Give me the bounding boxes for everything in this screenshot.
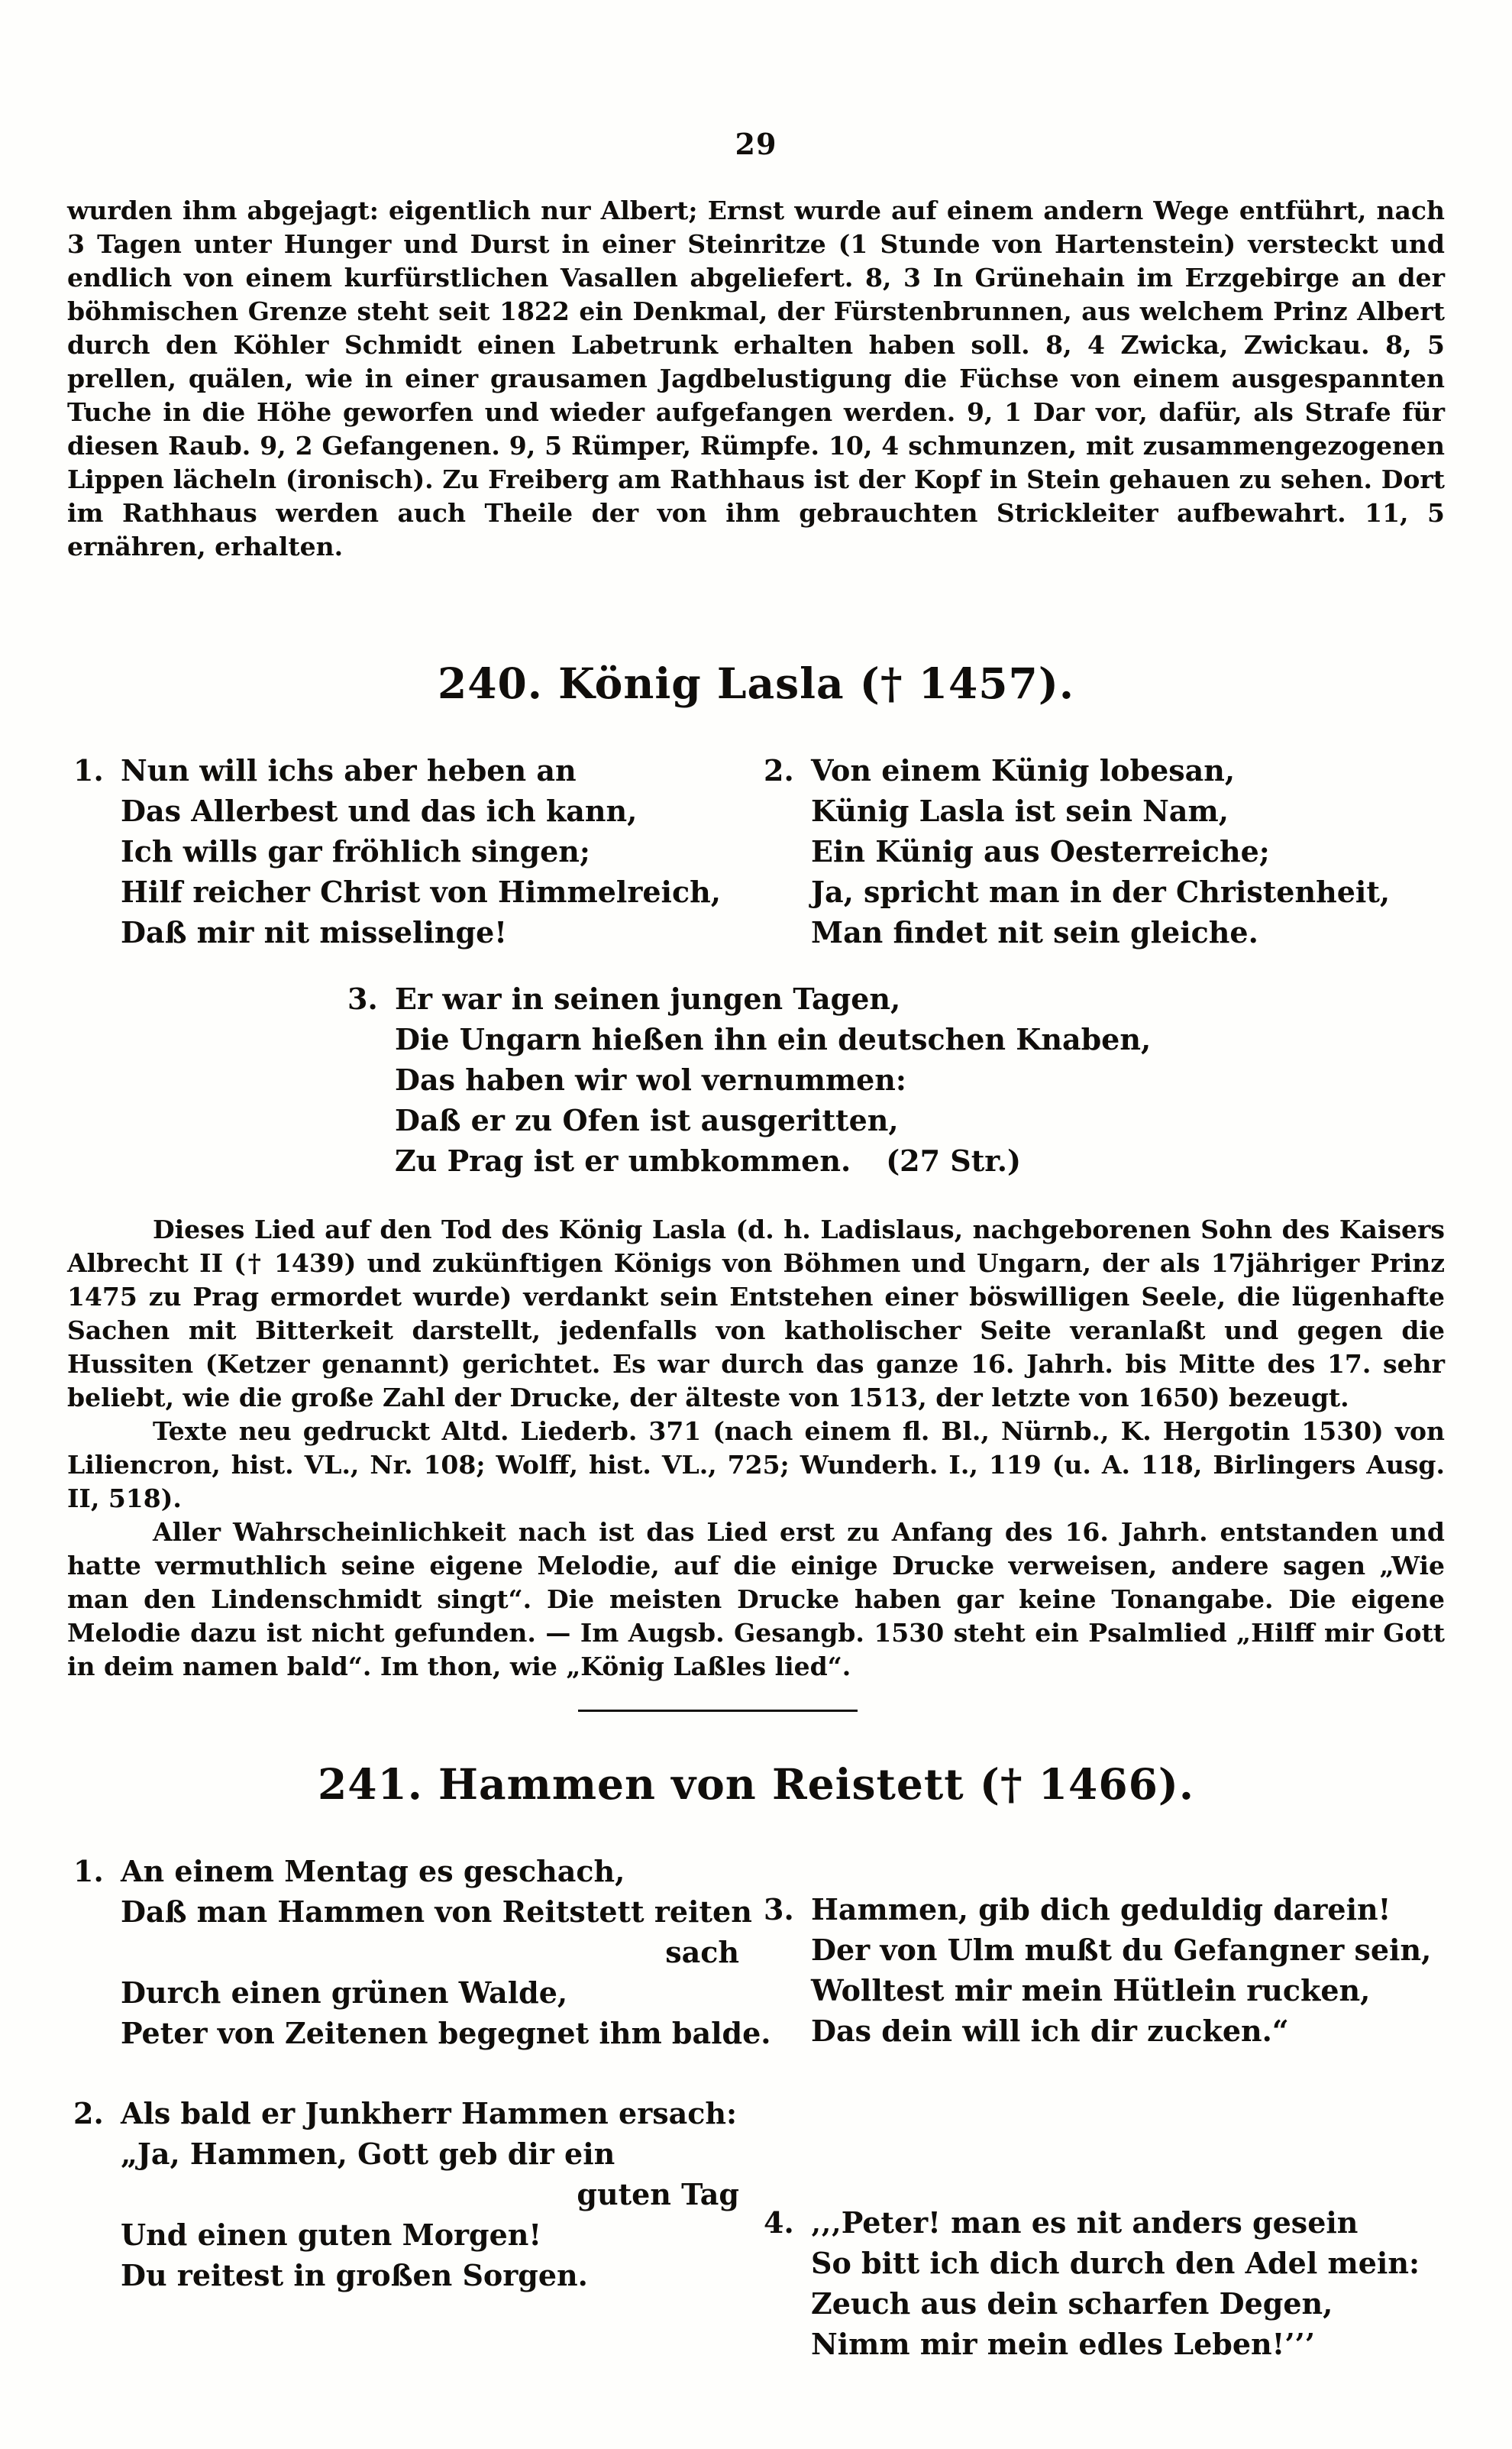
verse-line: „Ja, Hammen, Gott geb dir ein: [121, 2137, 615, 2171]
song-241-right-column: [759, 1851, 1445, 2364]
song-240-heading: 240. König Lasla († 1457).: [437, 658, 1074, 708]
strophe-count: (27 Str.): [886, 1144, 1022, 1178]
verse-number: 3.: [764, 1892, 794, 1927]
verse-line: Das Allerbest und das ich kann,: [121, 794, 638, 828]
verse-number: 1.: [73, 753, 104, 788]
verse-line: Künig Lasla ist sein Nam,: [811, 794, 1229, 828]
song-241-verse-2: [73, 2093, 759, 2295]
song-241-verse-3: [764, 1889, 1445, 2051]
verse-line: Durch einen grünen Walde,: [121, 1975, 568, 2010]
verse-line: Du reitest in großen Sorgen.: [121, 2258, 588, 2292]
song-240-verse-1: [73, 750, 759, 953]
previous-song-footnotes: wurden ihm abgejagt: eigentlich nur Albert; Ernst wurde auf einem andern Wege entführt, nach 3 Tagen unter Hunger und Durst in einer Steinritze (1 Stunde von Hartenstein) versteckt und endlich von einem kurfürstlichen Vasallen abgeliefert. 8, 3 In Grünehain im Erzgebirge an der böhmischen Grenze steht seit 1822 ein Denkmal, der Fürstenbrunnen, aus welchem Prinz Albert durch den Köhler Schmidt einen Labetrunk erhalten haben soll. 8, 4 Zwicka, Zwickau. 8, 5 prellen, quälen, wie in einer grausamen Jagdbelustigung die Füchse von einem ausgespannten Tuche in die Höhe geworfen und wieder aufgefangen werden. 9, 1 Dar vor, dafür, als Strafe für diesen Raub. 9, 2 Gefangenen. 9, 5 Rümper, Rümpfe. 10, 4 schmunzen, mit zusammengezogenen Lippen lächeln (ironisch). Zu Freiberg am Rathhaus ist der Kopf in Stein gehauen zu sehen. Dort im Rathhaus werden auch Theile der von ihm gebrauchten Strickleiter aufbewahrt. 11, 5 ernähren, erhalten.: [67, 196, 1445, 561]
verse-line: Daß er zu Ofen ist ausgeritten,: [395, 1103, 899, 1137]
song-240-commentary-2: Texte neu gedruckt Altd. Liederb. 371 (nach einem fl. Bl., Nürnb., K. Hergotin 1530) von Liliencron, hist. VL., Nr. 108; Wolff, hist. VL., 725; Wunderh. I., 119 (u. A. 118, Birlingers Ausg. II, 518).: [67, 1416, 1445, 1513]
verse-line: Hilf reicher Christ von Himmelreich,: [121, 875, 721, 909]
verse-line: Und einen guten Morgen!: [121, 2218, 542, 2252]
verse-line: Nimm mir mein edles Leben!’’’: [811, 2327, 1316, 2361]
verse-line: Hammen, gib dich geduldig darein!: [811, 1892, 1391, 1927]
verse-line: Daß man Hammen von Reitstett reiten: [121, 1894, 752, 1929]
song-241-verse-4: [764, 2202, 1445, 2364]
song-240-left-column: [73, 750, 759, 953]
verse-number: 4.: [764, 2205, 794, 2240]
verse-line: Er war in seinen jungen Tagen,: [395, 982, 901, 1016]
verse-number: 2.: [73, 2096, 104, 2130]
song-241-heading: 241. Hammen von Reistett († 1466).: [317, 1759, 1195, 1809]
song-240-verse-row: [73, 750, 1445, 953]
verse-line: Zeuch aus dein scharfen Degen,: [811, 2286, 1333, 2321]
verse-line: Der von Ulm mußt du Gefangner sein,: [811, 1933, 1432, 1967]
verse-line: Als bald er Junkherr Hammen ersach:: [121, 2096, 738, 2130]
verse-number: 3.: [347, 982, 378, 1016]
verse-line: Ja, spricht man in der Christenheit,: [811, 875, 1391, 909]
song-240-verse-2: [764, 750, 1445, 953]
verse-number: 1.: [73, 1854, 104, 1888]
verse-line: Wolltest mir mein Hütlein rucken,: [811, 1973, 1371, 2007]
song-241-verse-1: [73, 1851, 771, 2053]
verse-line: Ein Künig aus Oesterreiche;: [811, 834, 1270, 869]
verse-line: Zu Prag ist er umbkommen.: [395, 1144, 851, 1178]
verse-line: Von einem Künig lobesan,: [811, 753, 1236, 788]
verse-line: Peter von Zeitenen begegnet ihm balde.: [121, 2016, 771, 2050]
song-241-verse-row: [73, 1851, 1445, 2364]
verse-number: 2.: [764, 753, 794, 788]
page-number: 29: [735, 127, 777, 161]
verse-line: ‚‚‚Peter! man es nit anders gesein: [811, 2205, 1359, 2240]
verse-line: Man findet nit sein gleiche.: [811, 915, 1258, 950]
song-240-right-column: [759, 750, 1445, 953]
song-241-left-column: [73, 1851, 771, 2364]
song-240-commentary-3: Aller Wahrscheinlichkeit nach ist das Lied erst zu Anfang des 16. Jahrh. entstanden und hatte vermuthlich seine eigene Melodie, auf die einige Drucke verweisen, andere sagen „Wie man den Lindenschmidt singt“. Die meisten Drucke haben gar keine Tonangabe. Die eigene Melodie dazu ist nicht gefunden. — Im Augsb. Gesangb. 1530 steht ein Psalmlied „Hilff mir Gott in deim namen bald“. Im thon, wie „König Laßles lied“.: [67, 1517, 1445, 1681]
verse-line: Daß mir nit misselinge!: [121, 915, 507, 950]
verse-line: Das haben wir wol vernummen:: [395, 1063, 906, 1097]
verse-line: Das dein will ich dir zucken.“: [811, 2014, 1289, 2048]
section-divider-rule: [578, 1710, 858, 1712]
verse-line-overflow: sach: [665, 1935, 739, 1969]
song-240-verse-3-block: [347, 979, 1512, 1181]
verse-line: Die Ungarn hießen ihn ein deutschen Knaben,: [395, 1022, 1152, 1056]
verse-line: Ich wills gar fröhlich singen;: [121, 834, 590, 869]
song-240-commentary-1: Dieses Lied auf den Tod des König Lasla (d. h. Ladislaus, nachgeborenen Sohn des Kaisers Albrecht II († 1439) und zukünftigen Königs von Böhmen und Ungarn, der als 17jähriger Prinz 1475 zu Prag ermordet wurde) verdankt sein Entstehen einer böswilligen Seele, die lügenhafte Sachen mit Bitterkeit darstellt, jedenfalls von katholischer Seite veranlaßt und gegen die Hussiten (Ketzer genannt) gerichtet. Es war durch das ganze 16. Jahrh. bis Mitte des 17. sehr beliebt, wie die große Zahl der Drucke, der älteste von 1513, der letzte von 1650) bezeugt.: [67, 1215, 1445, 1412]
song-240-verse-3: [347, 979, 1512, 1181]
verse-line-overflow: guten Tag: [577, 2177, 739, 2211]
verse-line: Nun will ichs aber heben an: [121, 753, 577, 788]
verse-line: So bitt ich dich durch den Adel mein:: [811, 2246, 1420, 2280]
verse-line: An einem Mentag es geschach,: [121, 1854, 625, 1888]
